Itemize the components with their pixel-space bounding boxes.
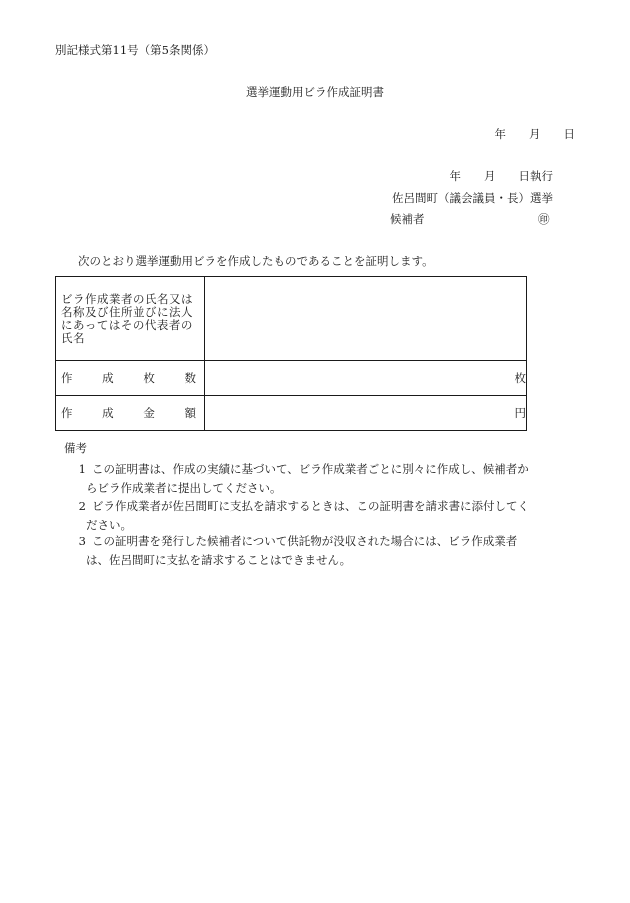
quantity-label-char: 作	[61, 371, 73, 385]
table-row	[56, 277, 527, 361]
amount-label	[56, 405, 204, 421]
note-number: 3	[78, 534, 86, 548]
note-text: この証明書を発行した候補者について供託物が没収された場合には、ビラ作成業者	[92, 534, 518, 548]
note-item	[64, 497, 584, 535]
note-text-continued: らビラ作成業者に提出してください。	[86, 481, 282, 495]
note-text-continued: ださい。	[86, 518, 132, 532]
amount-label-cell	[56, 396, 205, 431]
quantity-label-char: 枚	[143, 371, 155, 385]
notes-heading: 備考	[64, 441, 87, 455]
candidate-label: 候補者	[390, 212, 425, 226]
quantity-value-cell[interactable]	[205, 361, 527, 396]
form-number: 別記様式第11号（第5条関係）	[55, 43, 215, 57]
vendor-value-cell[interactable]	[205, 277, 527, 361]
vendor-label-cell	[56, 277, 205, 361]
table-row	[56, 361, 527, 396]
amount-value-cell[interactable]	[205, 396, 527, 431]
vendor-label: ビラ作成業者の氏名又は名称及び住所並びに法人にあってはその代表者の氏名	[61, 291, 193, 345]
quantity-label-cell	[56, 361, 205, 396]
note-text: ビラ作成業者が佐呂間町に支払を請求するときは、この証明書を請求書に添付してく	[92, 499, 529, 513]
note-item	[64, 532, 584, 570]
quantity-label	[56, 370, 204, 386]
note-item	[64, 460, 584, 498]
note-text-continued: は、佐呂間町に支払を請求することはできません。	[86, 553, 352, 567]
note-number: 2	[78, 499, 86, 513]
amount-label-char: 成	[102, 406, 114, 420]
quantity-label-char: 成	[102, 371, 114, 385]
issue-date: 年 月 日	[494, 127, 575, 141]
amount-label-char: 額	[184, 406, 196, 420]
table-row	[56, 396, 527, 431]
seal-mark: ㊞	[538, 212, 550, 226]
document-title: 選挙運動用ビラ作成証明書	[246, 85, 384, 99]
amount-label-char: 金	[143, 406, 155, 420]
note-number: 1	[78, 462, 86, 476]
quantity-unit: 枚	[514, 371, 526, 385]
quantity-label-char: 数	[184, 371, 196, 385]
certificate-table	[55, 276, 527, 431]
election-date: 年 月 日執行	[449, 169, 553, 183]
election-name: 佐呂間町（議会議員・長）選挙	[392, 191, 553, 205]
amount-unit: 円	[514, 406, 526, 420]
certification-statement: 次のとおり選挙運動用ビラを作成したものであることを証明します。	[78, 254, 434, 268]
amount-label-char: 作	[61, 406, 73, 420]
note-text: この証明書は、作成の実績に基づいて、ビラ作成業者ごとに別々に作成し、候補者か	[92, 462, 529, 476]
